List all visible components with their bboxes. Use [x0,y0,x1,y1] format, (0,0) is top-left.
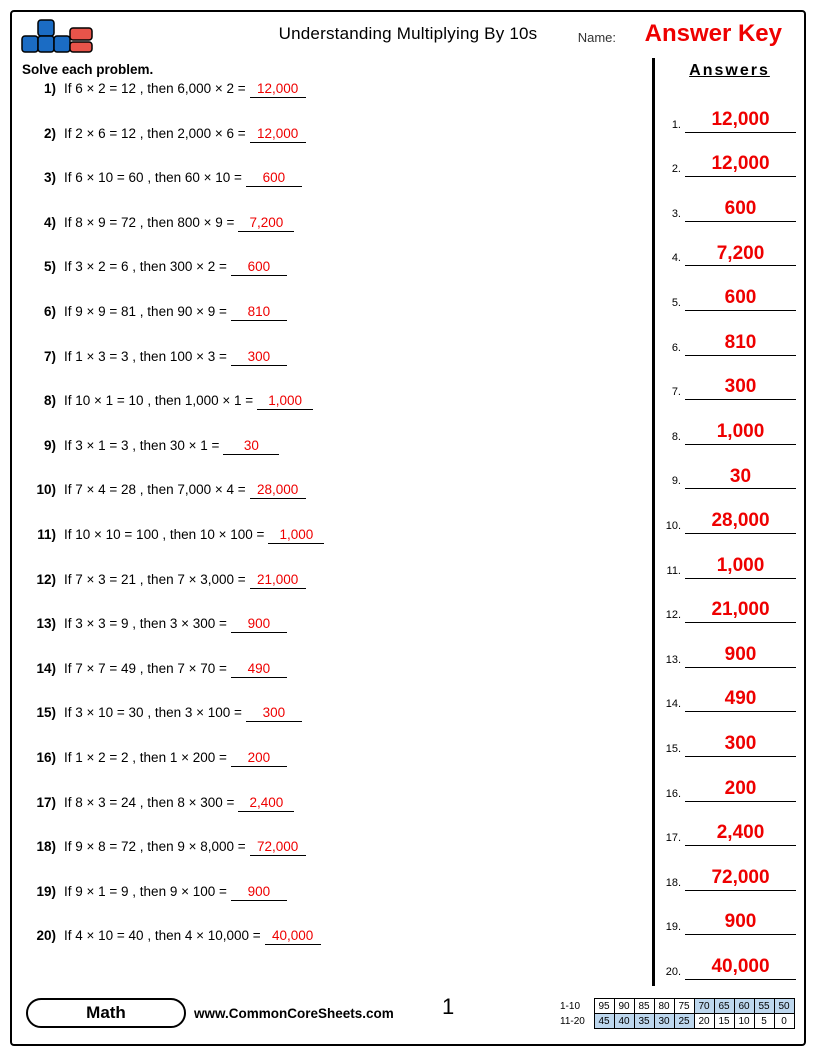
answer-item [655,222,804,267]
answer-item [655,935,804,980]
answer-value[interactable]: 1,000 [685,421,796,445]
score-cell: 60 [734,999,754,1014]
worksheet-header [12,12,804,58]
problem-text: If 9 × 8 = 72 , then 9 × 8,000 = [64,839,246,855]
answer-value[interactable]: 72,000 [685,867,796,891]
answer-number: 5. [671,296,681,309]
score-cell: 20 [694,1014,714,1029]
problem-item [12,304,652,349]
score-table [560,998,795,1029]
problem-answer-blank[interactable]: 490 [231,661,287,678]
score-cell: 0 [774,1014,794,1029]
problems-column [12,58,652,986]
problem-number: 12) [36,571,56,587]
answer-item [655,579,804,624]
answer-item [655,712,804,757]
answer-item [655,534,804,579]
problem-answer-blank[interactable]: 600 [231,259,287,276]
answer-number: 4. [671,252,681,265]
problem-item [12,349,652,394]
subject-badge: Math [26,998,186,1028]
name-label: Name: [577,30,616,45]
problem-item [12,616,652,661]
score-cell: 50 [774,999,794,1014]
problem-item [12,839,652,884]
instructions: Solve each problem. [22,62,154,77]
website-url: www.CommonCoreSheets.com [194,1006,394,1021]
answer-number: 1. [671,118,681,131]
problem-text: If 3 × 2 = 6 , then 300 × 2 = [64,259,227,275]
problem-number: 15) [36,705,56,721]
problem-number: 14) [36,660,56,676]
problem-text: If 6 × 2 = 12 , then 6,000 × 2 = [64,81,246,96]
problem-answer-blank[interactable]: 900 [231,616,287,633]
answer-value[interactable]: 900 [685,644,796,668]
problem-answer-blank[interactable]: 200 [231,750,287,767]
answer-value[interactable]: 12,000 [685,153,796,177]
answer-list [655,88,804,980]
problem-text: If 7 × 3 = 21 , then 7 × 3,000 = [64,571,246,587]
problem-text: If 1 × 3 = 3 , then 100 × 3 = [64,348,227,364]
problem-number: 11) [37,526,56,542]
answer-value[interactable]: 21,000 [685,599,796,623]
score-cell: 5 [754,1014,774,1029]
problem-answer-blank[interactable]: 12,000 [250,81,306,98]
answer-item [655,489,804,534]
score-row-11-20 [560,1014,794,1029]
answer-number: 7. [671,386,681,399]
answer-item [655,88,804,133]
answer-item [655,623,804,668]
problem-answer-blank[interactable]: 300 [246,705,302,722]
answer-item [655,668,804,713]
score-cell: 70 [694,999,714,1014]
worksheet-footer [12,986,804,1044]
problem-text: If 9 × 9 = 81 , then 90 × 9 = [64,303,227,319]
page-title: Understanding Multiplying By 10s [278,24,538,43]
problem-answer-blank[interactable]: 900 [231,884,287,901]
answer-number: 6. [671,341,681,354]
score-cell: 25 [674,1014,694,1029]
problem-answer-blank[interactable]: 2,400 [238,795,294,812]
answers-heading: Answers [689,62,770,79]
answer-value[interactable]: 900 [685,911,796,935]
answer-item [655,311,804,356]
answer-number: 12. [665,609,681,622]
answer-value[interactable]: 28,000 [685,510,796,534]
problem-item [12,482,652,527]
problem-list [12,81,652,973]
score-cell: 10 [734,1014,754,1029]
answer-value[interactable]: 300 [685,376,796,400]
worksheet-content [12,58,804,986]
problem-number: 18) [36,839,56,855]
answer-number: 20. [665,965,681,978]
problem-answer-blank[interactable]: 7,200 [238,215,294,232]
answer-item [655,445,804,490]
answer-value[interactable]: 490 [685,688,796,712]
problem-answer-blank[interactable]: 12,000 [250,126,306,143]
answer-item [655,891,804,936]
problem-answer-blank[interactable]: 810 [231,304,287,321]
problem-text: If 3 × 10 = 30 , then 3 × 100 = [64,705,242,721]
score-row-1-10 [560,999,794,1014]
problem-text: If 2 × 6 = 12 , then 2,000 × 6 = [64,125,246,141]
problem-answer-blank[interactable]: 30 [223,438,279,455]
problem-item [12,928,652,973]
problem-text: If 4 × 10 = 40 , then 4 × 10,000 = [64,928,261,944]
answer-item [655,266,804,311]
answer-item [655,802,804,847]
answer-item [655,400,804,445]
problem-text: If 9 × 1 = 9 , then 9 × 100 = [64,883,227,899]
problem-answer-blank[interactable]: 600 [246,170,302,187]
problem-text: If 3 × 1 = 3 , then 30 × 1 = [64,437,220,453]
problem-answer-blank[interactable]: 1,000 [268,527,324,544]
problem-number: 17) [36,794,56,810]
score-cell: 30 [654,1014,674,1029]
problem-item [12,259,652,304]
problem-text: If 1 × 2 = 2 , then 1 × 200 = [64,749,227,765]
answer-number: 19. [665,921,681,934]
score-cell: 15 [714,1014,734,1029]
problem-text: If 10 × 1 = 10 , then 1,000 × 1 = [64,393,254,409]
problem-text: If 6 × 10 = 60 , then 60 × 10 = [64,170,242,186]
score-cell: 80 [654,999,674,1014]
answer-number: 17. [665,832,681,845]
problem-number: 19) [36,883,56,899]
answer-value[interactable]: 200 [685,778,796,802]
problem-answer-blank[interactable]: 300 [231,349,287,366]
problem-item [12,81,652,126]
answer-item [655,133,804,178]
problem-item [12,438,652,483]
answer-number: 14. [665,698,681,711]
problem-item [12,527,652,572]
score-cell: 65 [714,999,734,1014]
problem-item [12,126,652,171]
problem-number: 13) [36,616,56,632]
problem-text: If 8 × 3 = 24 , then 8 × 300 = [64,794,235,810]
score-cell: 85 [634,999,654,1014]
problem-number: 16) [36,749,56,765]
problem-text: If 8 × 9 = 72 , then 800 × 9 = [64,214,235,230]
problem-text: If 7 × 4 = 28 , then 7,000 × 4 = [64,482,246,498]
score-cell: 35 [634,1014,654,1029]
answer-number: 3. [671,207,681,220]
problem-text: If 10 × 10 = 100 , then 10 × 100 = [64,526,265,542]
score-cell: 40 [614,1014,634,1029]
score-cell: 45 [594,1014,614,1029]
score-cell: 75 [674,999,694,1014]
answers-column [655,58,804,986]
answer-number: 15. [665,742,681,755]
answer-value[interactable]: 2,400 [685,822,796,846]
problem-text: If 3 × 3 = 9 , then 3 × 300 = [64,616,227,632]
problem-text: If 7 × 7 = 49 , then 7 × 70 = [64,660,227,676]
problem-number: 8) [43,393,56,409]
problem-item [12,661,652,706]
problem-item [12,884,652,929]
answer-value[interactable]: 1,000 [685,555,796,579]
problem-number: 20) [36,928,56,944]
answer-number: 16. [665,787,681,800]
answer-number: 10. [665,519,681,532]
page-number: 1 [442,994,455,1019]
problem-answer-blank[interactable]: 1,000 [257,393,313,410]
answer-value[interactable]: 600 [685,287,796,311]
answer-value[interactable]: 810 [685,332,796,356]
problem-answer-blank[interactable]: 21,000 [250,572,306,589]
problem-item [12,795,652,840]
answer-value[interactable]: 7,200 [685,243,796,267]
problem-answer-blank[interactable]: 40,000 [265,928,321,945]
answer-number: 9. [671,475,681,488]
problem-number: 1) [43,81,56,96]
answer-number: 11. [666,564,681,577]
problem-number: 9) [43,437,56,453]
problem-number: 2) [43,125,56,141]
problem-item [12,572,652,617]
answer-value[interactable]: 40,000 [685,956,796,980]
problem-item [12,393,652,438]
answer-item [655,846,804,891]
problem-answer-blank[interactable]: 28,000 [250,482,306,499]
answer-value[interactable]: 300 [685,733,796,757]
problem-number: 3) [43,170,56,186]
answer-number: 2. [671,163,681,176]
problem-item [12,170,652,215]
answer-number: 13. [665,653,681,666]
answer-number: 18. [665,876,681,889]
problem-number: 5) [43,259,56,275]
score-cell: 95 [594,999,614,1014]
answer-value[interactable]: 12,000 [685,109,796,133]
answer-item [655,177,804,222]
problem-number: 6) [43,303,56,319]
answer-number: 8. [671,430,681,443]
problem-item [12,705,652,750]
answer-value[interactable]: 30 [685,466,796,490]
score-cell: 90 [614,999,634,1014]
answer-item [655,757,804,802]
score-row-label: 11-20 [560,1015,585,1027]
problem-answer-blank[interactable]: 72,000 [250,839,306,856]
worksheet-page [10,10,806,1046]
answer-value[interactable]: 600 [685,198,796,222]
answer-key-label: Answer Key [644,20,782,47]
problem-item [12,750,652,795]
score-cell: 55 [754,999,774,1014]
problem-item [12,215,652,260]
problem-number: 7) [43,348,56,364]
score-row-label: 1-10 [560,1000,581,1012]
answer-item [655,356,804,401]
problem-number: 4) [43,214,56,230]
problem-number: 10) [36,482,56,498]
